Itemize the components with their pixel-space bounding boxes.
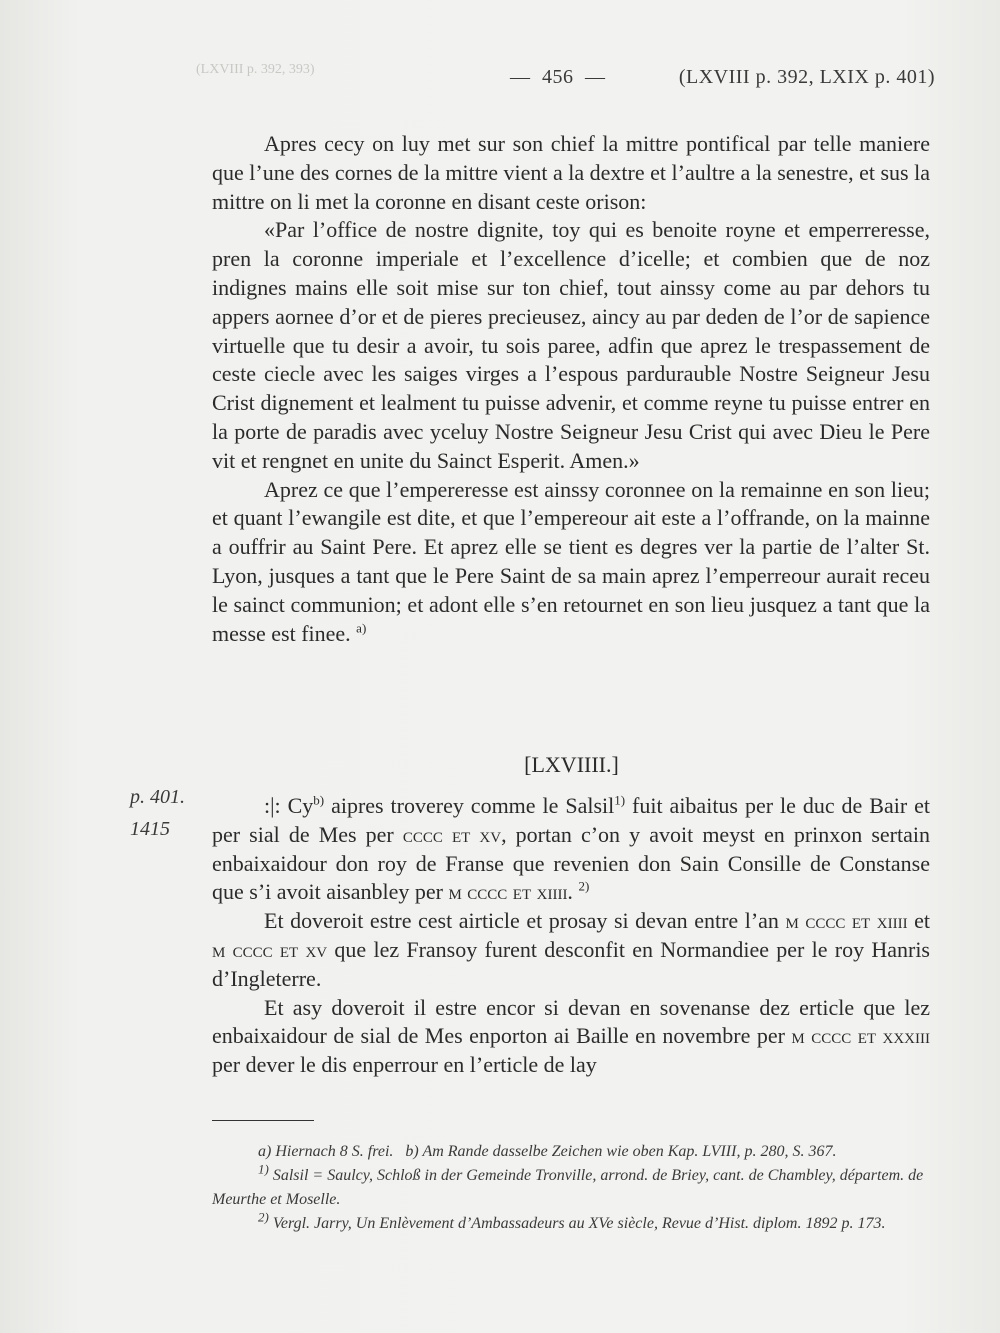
paragraph-empereresse-text: Aprez ce que l’empereresse est ainssy coronnee on la remainne en son lieu; et quant l’ewangile est dite, et que l’empereour ait este a l’offrande, on la mainne a ouffrir au Saint Pere. Et aprez elle se tient es degres ver la partie de l’alter St. Lyon, jusques a tant que le Pere Saint de sa main aprez l’emperreour aurait receu le sainct communion; et adont elle s’en retournet en son lieu jusquez a tant que la messe est finee. (212, 476, 930, 646)
margin-page-ref: p. 401. (130, 786, 185, 808)
paragraph-orison: «Par l’office de nostre dignite, toy qui es benoite royne et emperreresse, pren la coronne imperiale et l’excellence d’icelle; et combien que de noz indignes mains elle soit mise sur ton chief, tout ainssy come au par dehors tu appers aornee d’or et de pieres precieusez, aincy au par deden de l’or de sapience virtuelle que tu desir a avoir, tu sois paree, adfin que aprez le trespassement de ceste ciecle avec les saiges virges a l’espous parduraublе Nostre Seigneur Jesu Crist dignement et lealment tu puisse advenir, et comme reyne tu puisse entrer en la porte de paradis avec yceluy Nostre Seigneur Jesu Crist qui avec Dieu le Pere vit et rengnet en unite du Sainct Esperit. Amen.» (212, 217, 930, 473)
footnote-1 (212, 1161, 930, 1212)
footnote-ref-b: b) (313, 792, 325, 808)
footnote-1-mark: 1) (258, 1161, 269, 1177)
page-number: 456 (542, 66, 574, 88)
p2-text-a: Et doveroit estre cest airticle et prosay si devan entre l’an (264, 908, 786, 934)
section-heading (0, 752, 1000, 778)
p2-text-b: et (907, 908, 930, 934)
footnote-a-mark: a) (258, 1143, 272, 1160)
footnote-ref-a: a) (356, 620, 367, 636)
p1-text-c: , portan c’on y avoit meyst en prinxon sertain enbaixaidour don roy de Franse que revenien don Sain Consille de Constanse que s’i avoit aisanbley per (212, 821, 930, 905)
paragraph-salsil (212, 792, 930, 907)
section-heading-text: [LXVIIII.] (524, 752, 619, 777)
footnote-letters (212, 1140, 930, 1164)
paragraph-mittre: Apres cecy on luy met sur son chief la mittre pontifical par telle maniere que l’une des cornes de la mittre vient a la dextre et l’aultre a la senestre, et sus la mittre on li met la coronne en disant ceste orison: (212, 131, 930, 214)
paragraph-empereresse (212, 476, 930, 649)
p3-numeral: m cccc et xxxiii (791, 1023, 930, 1049)
p2-numeral-1: m cccc et xiiii (785, 908, 908, 934)
show-through-text: (LXVIII p. 392, 393) (196, 62, 315, 77)
p1-text-a: aipres troverey comme le Salsil (324, 793, 615, 818)
footnote-2-text: Vergl. Jarry, Un Enlèvement d’Ambassadeurs au XVe siècle, Revue d’Hist. diplom. 1892 p. 173. (272, 1215, 886, 1232)
header-reference: (LXVIII p. 392, LXIX p. 401) (678, 66, 935, 88)
p1-numeral-2: m cccc et xiiii. (448, 879, 573, 905)
main-text-block (212, 130, 930, 648)
footnote-b-text: Am Rande dasselbe Zeichen wie oben Kap. LVIII, p. 280, S. 367. (422, 1143, 837, 1160)
p2-numeral-2: m cccc et xv (212, 936, 328, 962)
p3-text-a: Et asy doveroit il estre encor si devan en sovenanse dez erticle que lez enbaixaidour de sial de Mes enporton ai Baille en novembre per (212, 994, 930, 1049)
header-dash-left: — (510, 66, 531, 88)
p1-start: :|: Cy (264, 793, 314, 818)
section-text-block (212, 792, 930, 1080)
footnote-rule (212, 1120, 314, 1121)
paragraph-asy (212, 994, 930, 1080)
margin-year: 1415 (130, 818, 170, 840)
footnote-ref-2: 2) (578, 879, 590, 895)
footnote-b-mark: b) (405, 1143, 419, 1160)
footnote-1-text: Salsil = Saulcy, Schloß in der Gemeinde Tronville, arrond. de Briey, cant. de Chambley, départem. de Meurthe et Moselle. (212, 1167, 924, 1208)
running-header (510, 66, 935, 89)
p2-text-c: que lez Fransoy furent desconfit en Normandiee per le roy Hanris d’Ingleterre. (212, 936, 930, 991)
header-dash-right: — (585, 66, 606, 88)
p3-text-b: per dever le dis enperrour en l’erticle de lay (212, 1052, 597, 1078)
footnotes (212, 1140, 930, 1236)
footnote-2-mark: 2) (258, 1209, 269, 1225)
p1-numeral-1: cccc et xv (402, 821, 502, 847)
footnote-ref-1: 1) (614, 792, 626, 808)
p1-text-b: fuit aibaitus per le duc de Bair et per sial de Mes per (212, 793, 930, 847)
paragraph-doveroit (212, 907, 930, 993)
footnote-2 (212, 1209, 930, 1236)
footnote-a-text: Hiernach 8 S. frei. (275, 1143, 394, 1160)
